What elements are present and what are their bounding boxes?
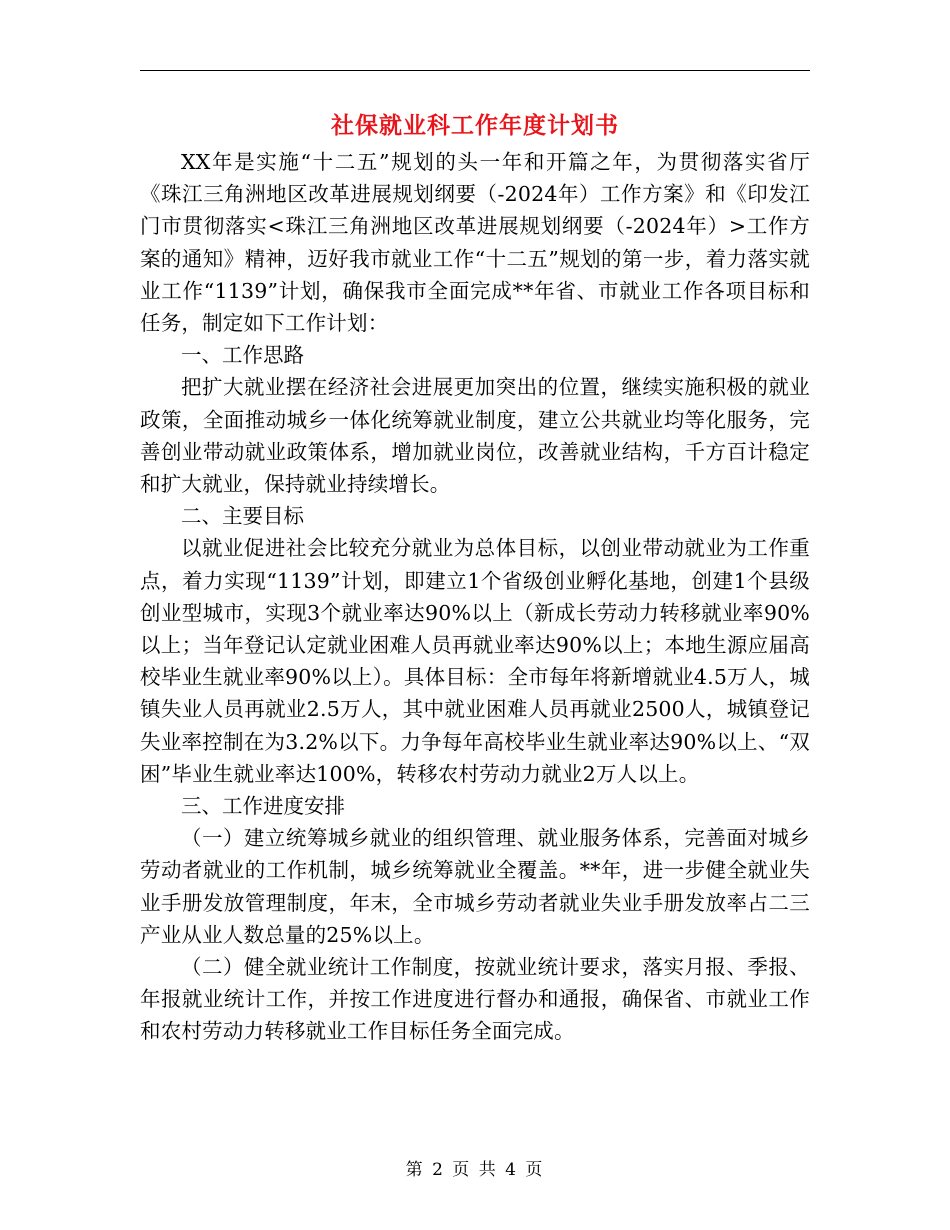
- intro-paragraph: XX年是实施“十二五”规划的头一年和开篇之年，为贯彻落实省厅《珠江三角洲地区改革进展规划纲要（-2024年）工作方案》和《印发江门市贯彻落实<珠江三角洲地区改革进展规划纲要（-2024年）>工作方案的通知》精神，迈好我市就业工作“十二五”规划的第一步，着力落实就业工作“1139”计划，确保我市全面完成**年省、市就业工作各项目标和任务，制定如下工作计划：: [140, 150, 810, 336]
- section-heading-main-goals: 二、主要目标: [181, 504, 304, 529]
- section-heading-schedule: 三、工作进度安排: [181, 794, 345, 819]
- work-approach-paragraph: 把扩大就业摆在经济社会进展更加突出的位置，继续实施积极的就业政策，全面推动城乡一体化统筹就业制度，建立公共就业均等化服务，完善创业带动就业政策体系，增加就业岗位，改善就业结构，千方百计稳定和扩大就业，保持就业持续增长。: [140, 375, 810, 497]
- section-heading-work-approach: 一、工作思路: [181, 343, 304, 368]
- document-body: [140, 146, 810, 1048]
- page-number: 第 2 页 共 4 页: [405, 1160, 545, 1180]
- header-rule: [140, 70, 810, 71]
- main-goals-paragraph: 以就业促进社会比较充分就业为总体目标，以创业带动就业为工作重点，着力实现“1139”计划，即建立1个省级创业孵化基地，创建1个县级创业型城市，实现3个就业率达90%以上（新成长劳动力转移就业率90%以上；当年登记认定就业困难人员再就业率达90%以上；本地生源应届高校毕业生就业率90%以上）。具体目标：全市每年将新增就业4.5万人，城镇失业人员再就业2.5万人，其中就业困难人员再就业2500人，城镇登记失业率控制在为3.2%以下。力争每年高校毕业生就业率达90%以上、“双困”毕业生就业率达100%，转移农村劳动力就业2万人以上。: [140, 536, 810, 786]
- schedule-item-2-paragraph: （二）健全就业统计工作制度，按就业统计要求，落实月报、季报、年报就业统计工作，并按工作进度进行督办和通报，确保省、市就业工作和农村劳动力转移就业工作目标任务全面完成。: [140, 955, 810, 1044]
- schedule-item-1-paragraph: （一）建立统筹城乡就业的组织管理、就业服务体系，完善面对城乡劳动者就业的工作机制，城乡统筹就业全覆盖。**年，进一步健全就业失业手册发放管理制度，年末，全市城乡劳动者就业失业手册发放率占二三产业从业人数总量的25%以上。: [140, 826, 810, 947]
- document-title: 社保就业科工作年度计划书: [331, 112, 619, 139]
